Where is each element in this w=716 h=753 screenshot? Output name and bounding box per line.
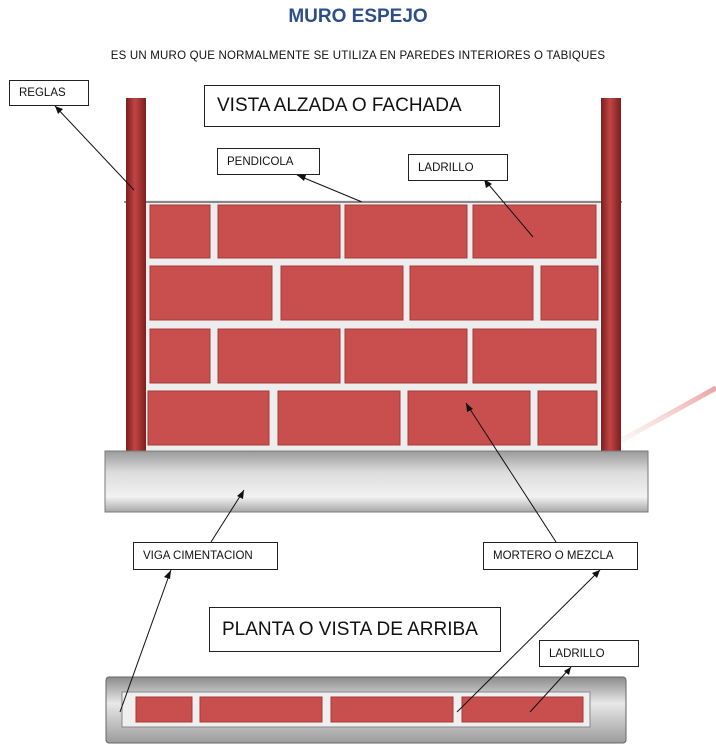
label-mortero: MORTERO O MEZCLA (483, 542, 638, 570)
brick (345, 205, 467, 258)
brick (541, 266, 598, 320)
brick (473, 205, 596, 258)
brick (150, 266, 272, 320)
label-vista-alzada: VISTA ALZADA O FACHADA (204, 85, 500, 127)
brick-row-2 (150, 266, 598, 320)
label-viga-cimentacion: VIGA CIMENTACION (133, 542, 278, 570)
page-subtitle: ES UN MURO QUE NORMALMENTE SE UTILIZA EN PAREDES INTERIORES O TABIQUES (110, 50, 606, 62)
brick (218, 205, 340, 258)
arrowhead (297, 175, 306, 181)
brick (148, 391, 269, 445)
brick (408, 391, 530, 445)
label-ladrillo-plan: LADRILLO (539, 640, 639, 667)
leader-reglas (55, 106, 134, 190)
page-title: MURO ESPEJO (288, 6, 428, 27)
regla-post-right (601, 98, 621, 453)
label-reglas: REGLAS (9, 80, 89, 106)
label-ladrillo-top: LADRILLO (408, 154, 508, 181)
brick (218, 329, 340, 383)
brick (473, 329, 596, 383)
label-planta: PLANTA O VISTA DE ARRIBA (209, 607, 501, 652)
plan-brick (200, 697, 322, 722)
brick (281, 266, 403, 320)
arrowhead (164, 570, 171, 579)
leader-pendicola (297, 175, 362, 202)
brick (410, 266, 533, 320)
foundation-beam (105, 451, 648, 512)
decorative-line (622, 388, 716, 440)
brick-row-4 (148, 391, 597, 445)
regla-post-left (126, 98, 146, 453)
brick (345, 329, 467, 383)
brick (278, 391, 400, 445)
brick (150, 205, 210, 258)
brick (150, 329, 210, 383)
plan-brick (331, 697, 453, 722)
plan-brick (462, 697, 583, 722)
label-pendicola: PENDICOLA (217, 148, 320, 175)
plan-brick (136, 697, 192, 722)
brick (538, 391, 597, 445)
